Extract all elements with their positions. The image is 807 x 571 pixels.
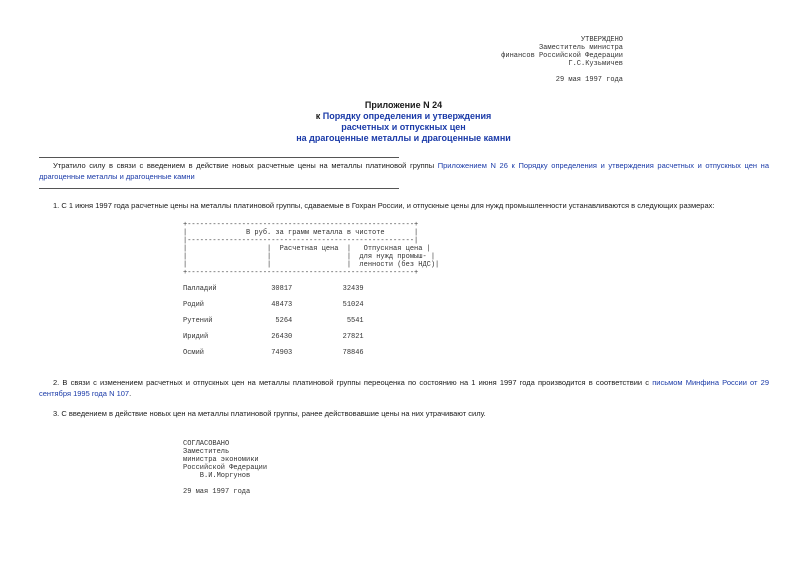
paragraph-3: 3. С введением в действие новых цен на металлы платиновой группы, ранее действовавшие цены на них утрачивают силу.: [53, 409, 486, 418]
procedure-link[interactable]: Порядку определения и утверждения: [322, 111, 492, 121]
paragraph-2: [39, 378, 769, 399]
document-title: [0, 100, 807, 144]
repeal-notice: [39, 161, 769, 182]
repeal-notice-text: Утратило силу в связи с введением в действие новых расчетные цены на металлы платиновой группы: [53, 161, 438, 170]
paragraph-2-end: .: [129, 388, 132, 398]
approval-line-2: финансов Российской Федерации: [501, 52, 623, 60]
price-table: +------------------------------------------------------+ | В руб. за грамм металла в чистоте | |------------------------------------------------------| | | Расчетная цена | Отпускная цена | | | | для нужд промыш- | | | | ленности (без НДС)| +------------------------------------------------------+ Палладий 30817 32439 Родий 48473 51024 Рутений 5264 5541 Иридий 26430 27821 Осмий 74903 78846: [183, 221, 440, 357]
approval-date: 29 мая 1997 года: [555, 76, 623, 84]
paragraph-2-text: 2. В связи с изменением расчетных и отпускных цен на металлы платиновой группы переоценка по состоянию на 1 июня 1997 года производится в соответствии с: [53, 378, 653, 387]
title-line-3[interactable]: расчетных и отпускных цен: [341, 122, 466, 132]
agreement-line-2: министра экономики: [183, 456, 259, 464]
title-line-1: Приложение N 24: [364, 100, 443, 110]
title-line-2: [0, 111, 807, 122]
agreement-date: 29 мая 1997 года: [183, 488, 251, 496]
notice-top-rule: [39, 157, 399, 158]
agreement-line-3: Российской Федерации: [183, 464, 268, 472]
approval-block: [501, 36, 623, 84]
title-line-4[interactable]: на драгоценные металлы и драгоценные камни: [296, 133, 511, 143]
paragraph-1: 1. С 1 июня 1997 года расчетные цены на металлы платиновой группы, сдаваемые в Гохран России, и отпускные цены для нужд промышленности устанавливаются в следующих размерах:: [53, 201, 715, 210]
agreement-heading: СОГЛАСОВАНО: [183, 440, 230, 448]
agreement-line-1: Заместитель: [183, 448, 230, 456]
notice-bottom-rule: [39, 188, 399, 189]
agreement-signatory: В.И.Моргунов: [183, 472, 251, 480]
title-line-2-prefix: к: [315, 111, 323, 121]
agreement-block: [183, 440, 267, 496]
minfin-letter-link[interactable]: письмом Минфина России от 29 сентября 1995 года N 107: [39, 378, 769, 398]
approval-heading: УТВЕРЖДЕНО: [580, 36, 623, 44]
approval-line-1: Заместитель министра: [538, 44, 623, 52]
approval-line-3: Г.С.Кузьмичев: [568, 60, 623, 68]
appendix-26-link[interactable]: Приложением N 26 к Порядку определения и утверждения расчетных и отпускных цен на драгоценные металлы и драгоценные камни: [39, 161, 769, 181]
